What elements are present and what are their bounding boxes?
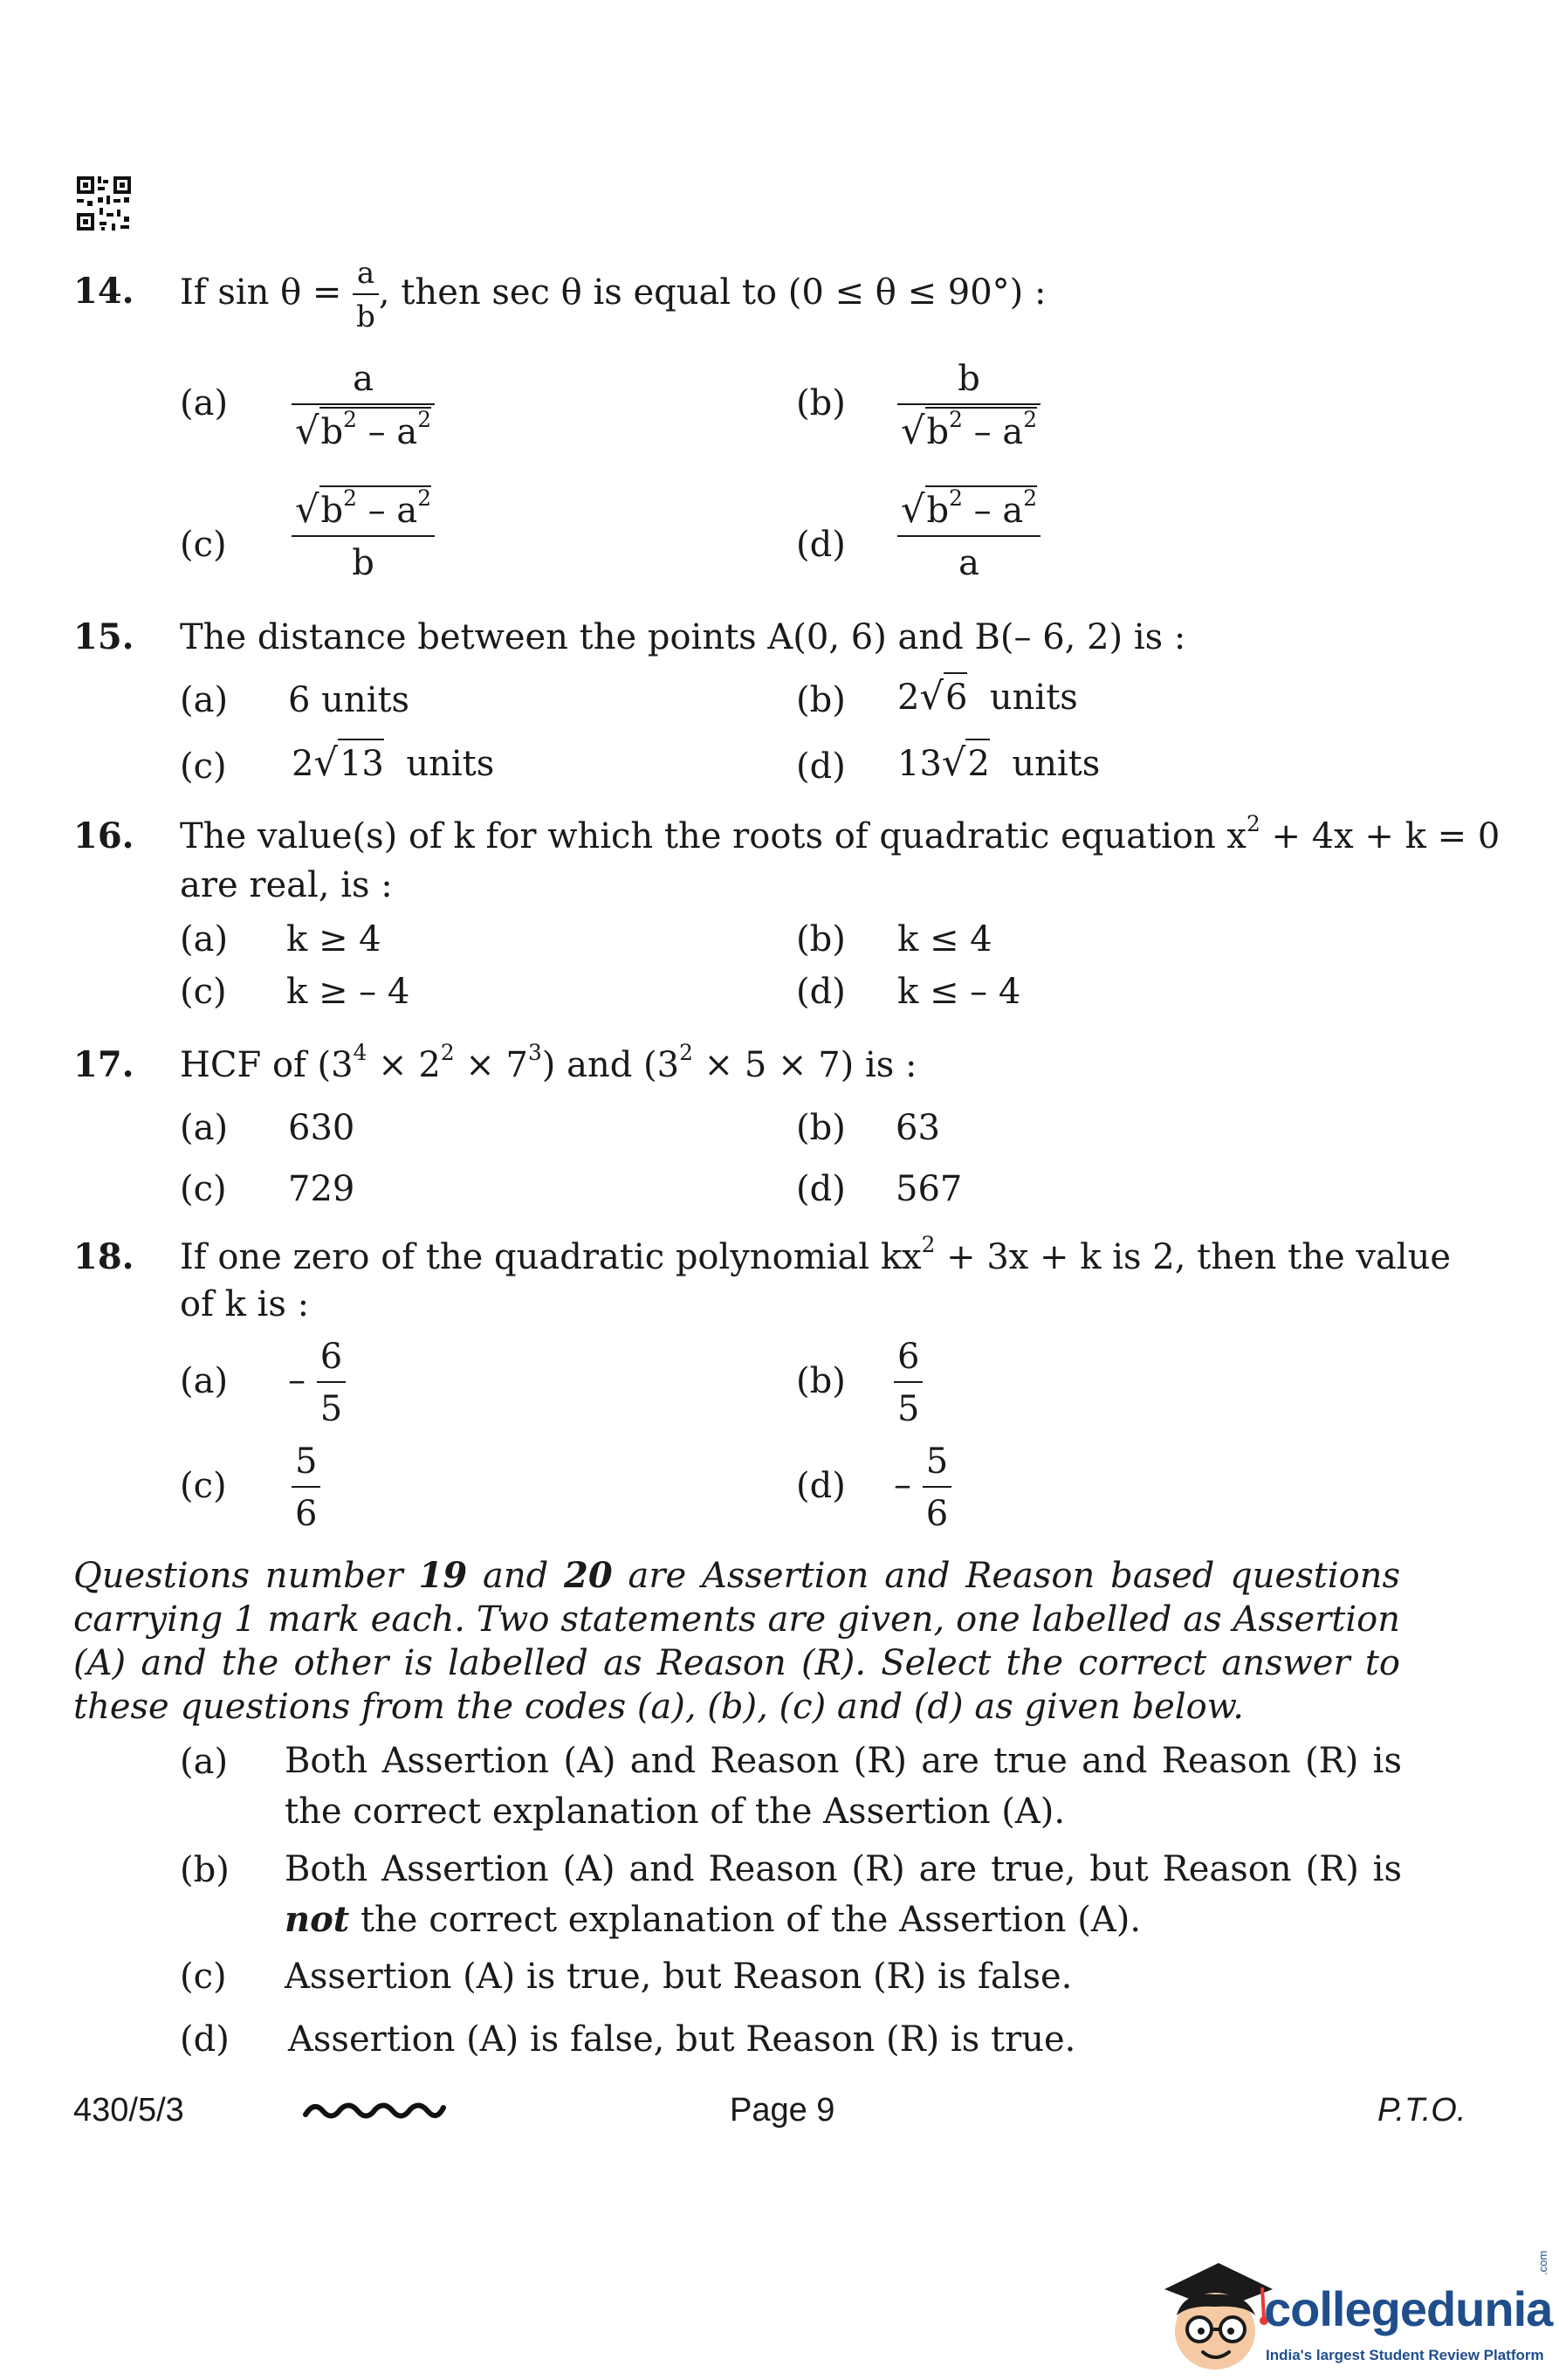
q14-label-c: (c) [180,525,227,565]
wave-ornament [302,2097,447,2127]
q14-option-d[interactable]: $\frac{√b^2 - a^2}{a}$ [897,489,1040,584]
question-16-stem [180,811,1501,857]
q14-label-b: (b) [796,383,846,423]
radicand-minus: – a [962,412,1024,452]
q14-stem-fraction [353,257,379,334]
q16-label-c: (c) [180,972,227,1012]
stem-text: If one zero of the quadratic polynomial kx [180,1237,922,1277]
exponent: 2 [417,407,431,433]
instruction-text: Questions number [73,1556,419,1596]
code-option-d: Assertion (A) is false, but Reason (R) is true. [288,2019,1076,2060]
q16-option-a[interactable]: k ≥ 4 [286,919,381,960]
stem-text: × 2 [367,1045,441,1085]
q14-option-a[interactable]: $\frac{a}{√b^2 - a^2}$ [292,358,435,453]
q18-label-d: (d) [796,1466,846,1506]
radicand: 2 [965,739,989,784]
paper-code: 430/5/3 [73,2092,184,2129]
q17-option-c[interactable]: 729 [288,1169,355,1209]
fraction-denominator: a [958,543,979,583]
q15-option-b[interactable]: 2√6 units [897,676,1078,719]
unit-text: units [406,744,495,784]
fraction-numerator: 5 [923,1441,951,1488]
q18-option-d[interactable] [894,1441,951,1535]
q15-label-d: (d) [796,746,846,787]
question-16-stem-line2: are real, is : [180,865,393,905]
question-ref-20: 20 [564,1555,613,1596]
stem-text: The value(s) of k for which the roots of quadratic equation x [180,816,1247,856]
exponent: 2 [440,1040,455,1066]
exponent: 2 [343,485,357,512]
question-number-16: 16. [73,815,134,856]
coefficient: 2 [897,678,920,718]
radicand-minus: – a [356,412,418,452]
q18-label-c: (c) [180,1466,227,1506]
radicand: 6 [944,672,967,718]
q17-label-b: (b) [796,1108,846,1148]
question-number-18: 18. [73,1236,134,1277]
code-label-b: (b) [180,1850,230,1890]
q16-label-d: (d) [796,972,846,1012]
q14-option-b[interactable]: $\frac{b}{√b^2 - a^2}$ [897,358,1040,453]
brand-com: .com [1536,2250,1549,2275]
q14-option-c[interactable]: $\frac{√b^2 - a^2}{b}$ [292,489,435,584]
q15-option-d[interactable]: 13√2 units [897,742,1100,785]
q17-label-a: (a) [180,1108,229,1148]
fraction-denominator: 6 [295,1494,318,1534]
q16-option-c[interactable]: k ≥ – 4 [286,972,410,1012]
exponent: 2 [949,485,963,512]
stem-text: × 7 [454,1045,528,1085]
radicand: 13 [338,739,384,784]
stem-text: + 4x + k = 0 [1260,816,1501,856]
stem-text: HCF of (3 [180,1045,354,1085]
collegedunia-mascot-logo [1157,2251,1274,2373]
q14-label-d: (d) [796,525,846,565]
code-option-b [285,1844,1402,1945]
q15-option-c[interactable]: 2√13 units [292,742,494,785]
question-14-stem [180,257,1046,334]
q15-option-a[interactable]: 6 units [288,680,410,720]
code-label-a: (a) [180,1742,229,1782]
stem-text: × 5 × 7) is : [692,1045,917,1085]
stem-text: ) and (3 [541,1045,680,1085]
q15-label-a: (a) [180,680,229,720]
radicand-minus: – a [356,491,418,531]
exponent: 3 [528,1040,542,1066]
q16-option-d[interactable]: k ≤ – 4 [897,972,1021,1012]
question-number-17: 17. [73,1044,134,1085]
q18-option-a[interactable] [288,1336,346,1430]
radicand: b [320,491,344,531]
fraction-denominator: 5 [319,1389,343,1429]
fraction-numerator: a [353,257,379,295]
q14-stem-text: If sin θ = [180,272,342,313]
question-18-stem [180,1232,1452,1278]
page-number: Page 9 [730,2092,835,2129]
q17-option-b[interactable]: 63 [896,1108,940,1148]
unit-text: units [989,678,1078,718]
exponent: 2 [417,485,431,512]
emphasis-not: not [285,1899,350,1940]
code-option-a: Both Assertion (A) and Reason (R) are true and Reason (R) is the correct explanation of the Assertion (A). [285,1741,1402,1832]
radicand: b [926,412,950,452]
pto-label: P.T.O. [1377,2092,1466,2129]
exponent: 2 [949,407,963,433]
fraction-denominator: 5 [897,1389,920,1429]
q17-label-c: (c) [180,1169,227,1209]
q16-label-a: (a) [180,919,229,960]
unit-text: units [1012,744,1101,784]
exponent: 4 [353,1040,367,1066]
question-number-14: 14. [73,271,134,312]
instruction-text: are Assertion and Reason based questions carrying 1 mark each. Two statements are given, one labelled as Assertion (A) and the other is labelled as Reason (R). Select the correct answer to these questions from the codes (a), (b), (c) and (d) as given below. [73,1556,1400,1727]
q16-label-b: (b) [796,919,846,960]
q17-option-d[interactable]: 567 [896,1169,963,1209]
fraction-numerator: 5 [292,1441,320,1488]
exponent: 2 [921,1232,936,1258]
question-18-stem-line2: of k is : [180,1284,310,1324]
exponent: 2 [1023,485,1037,512]
fraction-numerator: b [897,358,1040,405]
q14-label-a: (a) [180,383,229,423]
option-text: the correct explanation of the Assertion (A). [349,1900,1142,1940]
fraction-numerator: 6 [894,1336,923,1383]
q15-label-b: (b) [796,680,846,720]
radicand: b [320,412,344,452]
question-ref-19: 19 [418,1555,468,1596]
question-17-stem [180,1040,917,1086]
coefficient: 2 [292,744,314,784]
fraction-denominator: b [352,543,374,583]
q18-label-b: (b) [796,1361,846,1401]
code-label-c: (c) [180,1957,227,1997]
qr-code [75,175,133,232]
radicand: b [926,491,950,531]
assertion-reason-instructions [73,1554,1400,1729]
code-option-c: Assertion (A) is true, but Reason (R) is false. [285,1957,1073,1997]
exponent: 2 [679,1040,693,1066]
exponent: 2 [1023,407,1037,433]
code-label-d: (d) [180,2019,230,2060]
q18-option-c[interactable] [292,1441,320,1535]
coefficient: 13 [897,744,942,784]
minus-sign: – [288,1360,306,1400]
fraction-numerator: a [292,358,435,405]
option-text: Both Assertion (A) and Reason (R) are true, but Reason (R) is [285,1849,1402,1889]
fraction-numerator: 6 [317,1336,346,1383]
q17-option-a[interactable]: 630 [288,1108,355,1148]
question-15-stem: The distance between the points A(0, 6) and B(– 6, 2) is : [180,617,1186,657]
q17-label-d: (d) [796,1169,846,1209]
fraction-denominator: b [356,299,375,334]
instruction-text: and [467,1556,565,1596]
exponent: 2 [343,407,357,433]
q18-label-a: (a) [180,1361,229,1401]
minus-sign: – [894,1465,911,1505]
q16-option-b[interactable]: k ≤ 4 [897,919,992,960]
q15-label-c: (c) [180,746,227,787]
brand-tagline: India's largest Student Review Platform [1266,2347,1544,2363]
stem-text: + 3x + k is 2, then the value [935,1237,1452,1277]
brand-name: collegedunia [1264,2281,1553,2336]
q18-option-b[interactable] [894,1336,923,1430]
fraction-denominator: 6 [925,1494,949,1534]
exponent: 2 [1246,811,1260,837]
q14-stem-rest: , then sec θ is equal to (0 ≤ θ ≤ 90°) : [378,272,1047,313]
radicand-minus: – a [962,491,1024,531]
question-number-15: 15. [73,616,134,657]
